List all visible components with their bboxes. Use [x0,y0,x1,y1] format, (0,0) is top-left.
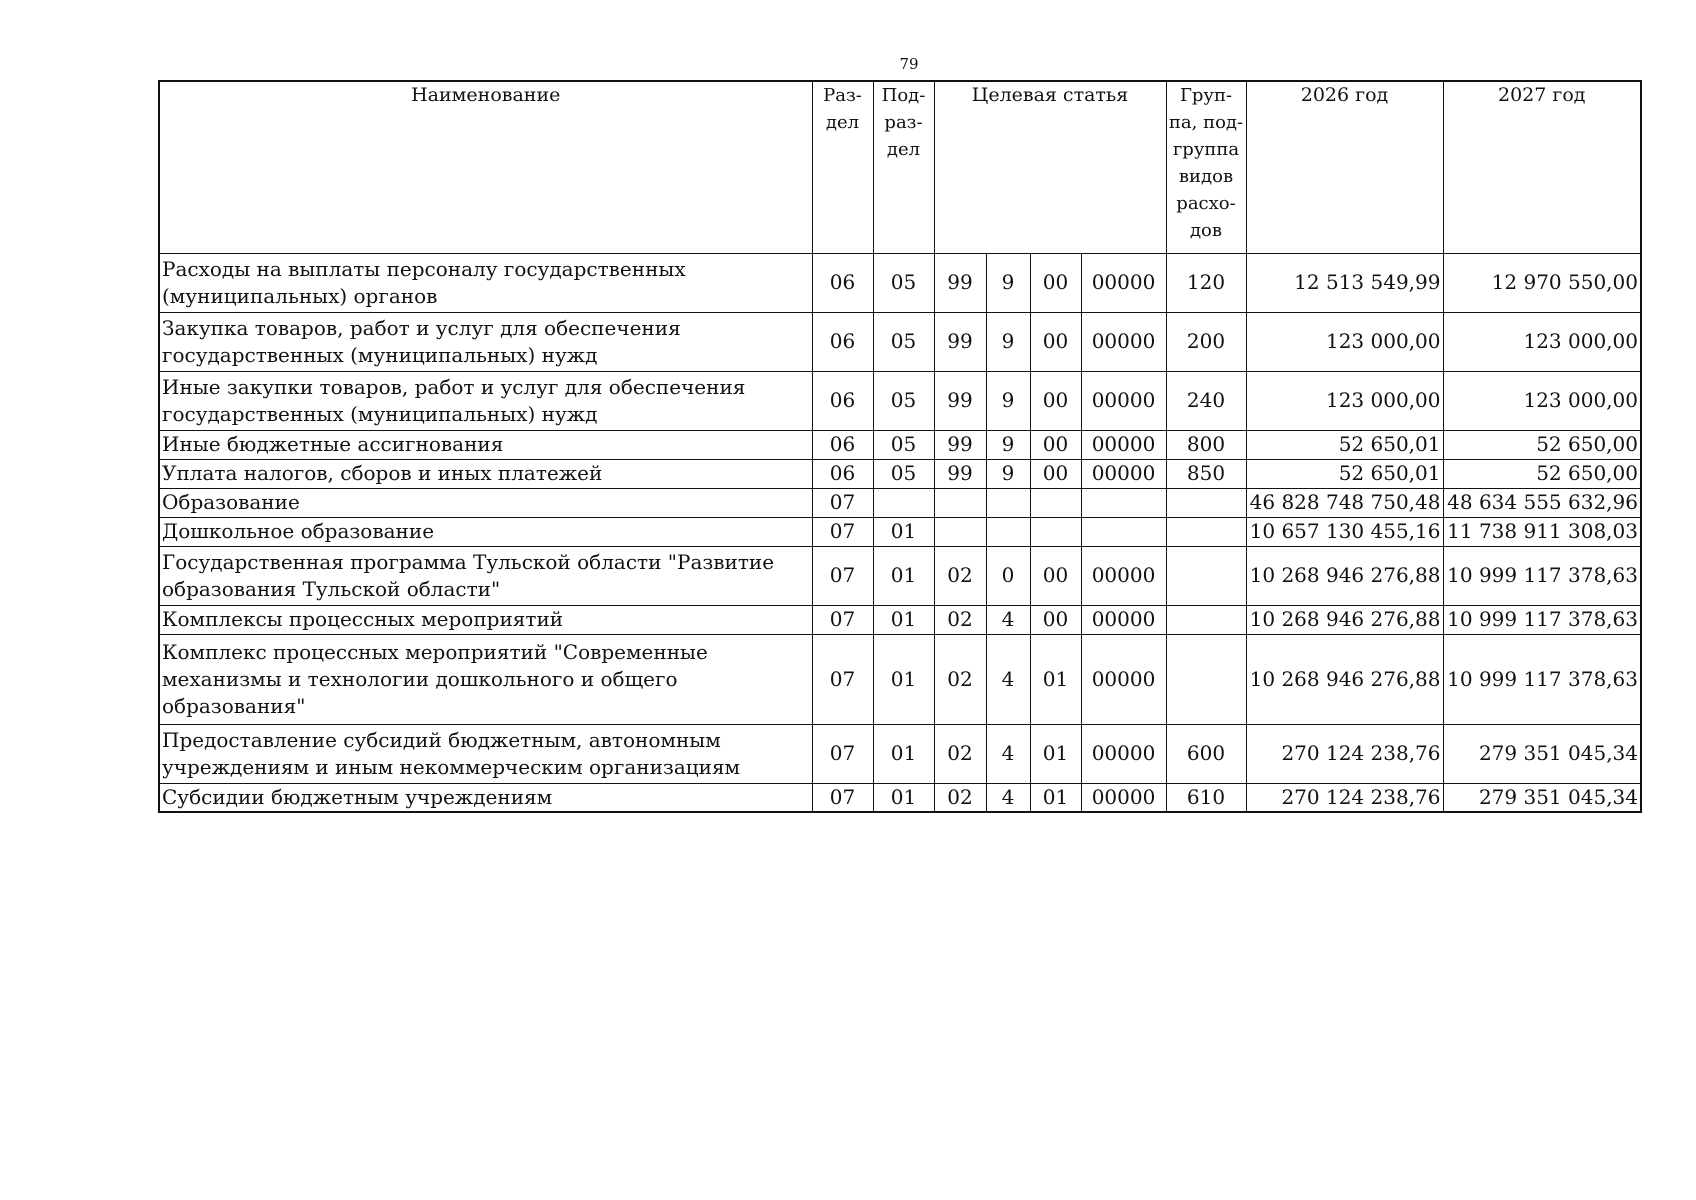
row-target-direction [1081,517,1166,546]
row-target-direction [1081,488,1166,517]
row-section: 06 [812,430,873,459]
row-expense-group: 600 [1166,724,1246,783]
row-section: 07 [812,783,873,812]
row-name: Государственная программа Тульской области "Развитие образования Тульской области" [159,546,812,605]
row-name: Иные бюджетные ассигнования [159,430,812,459]
row-subsection: 01 [873,634,934,724]
row-name: Субсидии бюджетным учреждениям [159,783,812,812]
row-target-type: 4 [986,634,1030,724]
row-name: Иные закупки товаров, работ и услуг для обеспечения государственных (муниципальных) нужд [159,371,812,430]
row-section: 07 [812,634,873,724]
row-subsection: 05 [873,253,934,312]
row-expense-group [1166,546,1246,605]
row-amount-2026: 123 000,00 [1246,312,1443,371]
table-row [159,459,1641,488]
row-expense-group: 850 [1166,459,1246,488]
row-expense-group: 120 [1166,253,1246,312]
row-target-direction: 00000 [1081,605,1166,634]
row-amount-2027: 123 000,00 [1443,371,1641,430]
row-amount-2026: 123 000,00 [1246,371,1443,430]
row-expense-group [1166,605,1246,634]
row-target-program: 99 [934,312,986,371]
row-target-type: 4 [986,783,1030,812]
row-expense-group [1166,517,1246,546]
row-target-direction: 00000 [1081,312,1166,371]
row-name: Предоставление субсидий бюджетным, автономным учреждениям и иным некоммерческим организациям [159,724,812,783]
header-target-item: Целевая статья [934,81,1166,253]
row-target-complex: 00 [1030,253,1081,312]
table-header-row [159,81,1641,253]
table-row [159,430,1641,459]
row-target-program: 99 [934,459,986,488]
row-amount-2026: 10 657 130 455,16 [1246,517,1443,546]
row-name: Закупка товаров, работ и услуг для обеспечения государственных (муниципальных) нужд [159,312,812,371]
row-target-direction: 00000 [1081,430,1166,459]
row-subsection: 01 [873,783,934,812]
row-target-complex: 00 [1030,312,1081,371]
row-subsection: 01 [873,724,934,783]
row-target-direction: 00000 [1081,253,1166,312]
row-target-type [986,517,1030,546]
row-section: 06 [812,371,873,430]
row-target-direction: 00000 [1081,724,1166,783]
row-subsection: 05 [873,371,934,430]
row-target-direction: 00000 [1081,783,1166,812]
row-subsection: 01 [873,517,934,546]
table-row [159,783,1641,812]
row-target-type [986,488,1030,517]
row-amount-2026: 10 268 946 276,88 [1246,546,1443,605]
row-amount-2026: 10 268 946 276,88 [1246,605,1443,634]
row-section: 07 [812,605,873,634]
row-amount-2027: 48 634 555 632,96 [1443,488,1641,517]
row-expense-group: 240 [1166,371,1246,430]
header-expense-group: Груп- па, под- группа видов расхо- дов [1166,81,1246,253]
header-year-2026: 2026 год [1246,81,1443,253]
row-section: 06 [812,253,873,312]
row-target-type: 0 [986,546,1030,605]
row-name: Расходы на выплаты персоналу государственных (муниципальных) органов [159,253,812,312]
row-expense-group: 800 [1166,430,1246,459]
row-target-complex: 01 [1030,783,1081,812]
row-target-complex: 00 [1030,605,1081,634]
row-target-program [934,517,986,546]
row-amount-2026: 10 268 946 276,88 [1246,634,1443,724]
row-target-complex: 00 [1030,430,1081,459]
row-amount-2027: 279 351 045,34 [1443,783,1641,812]
row-amount-2027: 10 999 117 378,63 [1443,605,1641,634]
row-section: 07 [812,546,873,605]
row-expense-group: 200 [1166,312,1246,371]
row-section: 07 [812,724,873,783]
row-target-program: 02 [934,605,986,634]
row-subsection: 05 [873,312,934,371]
row-target-type: 9 [986,253,1030,312]
table-row [159,488,1641,517]
row-target-program [934,488,986,517]
table-row [159,634,1641,724]
row-target-type: 9 [986,312,1030,371]
row-name: Образование [159,488,812,517]
table-row [159,517,1641,546]
row-section: 07 [812,488,873,517]
row-subsection: 01 [873,605,934,634]
header-subsection: Под- раз- дел [873,81,934,253]
row-section: 07 [812,517,873,546]
table-row [159,724,1641,783]
row-name: Дошкольное образование [159,517,812,546]
row-target-direction: 00000 [1081,546,1166,605]
row-amount-2027: 279 351 045,34 [1443,724,1641,783]
row-target-direction: 00000 [1081,459,1166,488]
table-row [159,546,1641,605]
page-number: 79 [899,55,919,73]
row-amount-2027: 123 000,00 [1443,312,1641,371]
row-target-program: 99 [934,430,986,459]
budget-table [158,80,1642,813]
row-target-program: 02 [934,783,986,812]
row-amount-2027: 52 650,00 [1443,430,1641,459]
row-target-program: 99 [934,253,986,312]
row-amount-2026: 52 650,01 [1246,459,1443,488]
row-expense-group: 610 [1166,783,1246,812]
row-target-complex: 01 [1030,634,1081,724]
header-section: Раз- дел [812,81,873,253]
table-row [159,253,1641,312]
row-amount-2026: 52 650,01 [1246,430,1443,459]
row-target-type: 4 [986,605,1030,634]
row-amount-2026: 12 513 549,99 [1246,253,1443,312]
row-amount-2026: 46 828 748 750,48 [1246,488,1443,517]
row-target-complex: 00 [1030,459,1081,488]
row-amount-2027: 10 999 117 378,63 [1443,546,1641,605]
row-target-type: 4 [986,724,1030,783]
row-section: 06 [812,459,873,488]
row-target-complex [1030,488,1081,517]
row-expense-group [1166,634,1246,724]
row-amount-2027: 10 999 117 378,63 [1443,634,1641,724]
row-name: Комплексы процессных мероприятий [159,605,812,634]
row-target-program: 99 [934,371,986,430]
row-section: 06 [812,312,873,371]
table-row [159,312,1641,371]
row-target-complex: 01 [1030,724,1081,783]
header-year-2027: 2027 год [1443,81,1641,253]
row-name: Комплекс процессных мероприятий "Современные механизмы и технологии дошкольного и общего образования" [159,634,812,724]
header-name: Наименование [159,81,812,253]
row-expense-group [1166,488,1246,517]
row-target-type: 9 [986,459,1030,488]
row-target-direction: 00000 [1081,634,1166,724]
row-subsection: 01 [873,546,934,605]
table-row [159,605,1641,634]
row-target-program: 02 [934,634,986,724]
row-target-program: 02 [934,724,986,783]
row-subsection: 05 [873,459,934,488]
row-target-type: 9 [986,371,1030,430]
row-amount-2026: 270 124 238,76 [1246,783,1443,812]
row-target-complex [1030,517,1081,546]
row-subsection: 05 [873,430,934,459]
row-amount-2027: 11 738 911 308,03 [1443,517,1641,546]
table-row [159,371,1641,430]
row-amount-2026: 270 124 238,76 [1246,724,1443,783]
row-target-direction: 00000 [1081,371,1166,430]
row-target-complex: 00 [1030,371,1081,430]
row-target-complex: 00 [1030,546,1081,605]
row-name: Уплата налогов, сборов и иных платежей [159,459,812,488]
row-target-type: 9 [986,430,1030,459]
row-amount-2027: 12 970 550,00 [1443,253,1641,312]
row-target-program: 02 [934,546,986,605]
row-subsection [873,488,934,517]
row-amount-2027: 52 650,00 [1443,459,1641,488]
